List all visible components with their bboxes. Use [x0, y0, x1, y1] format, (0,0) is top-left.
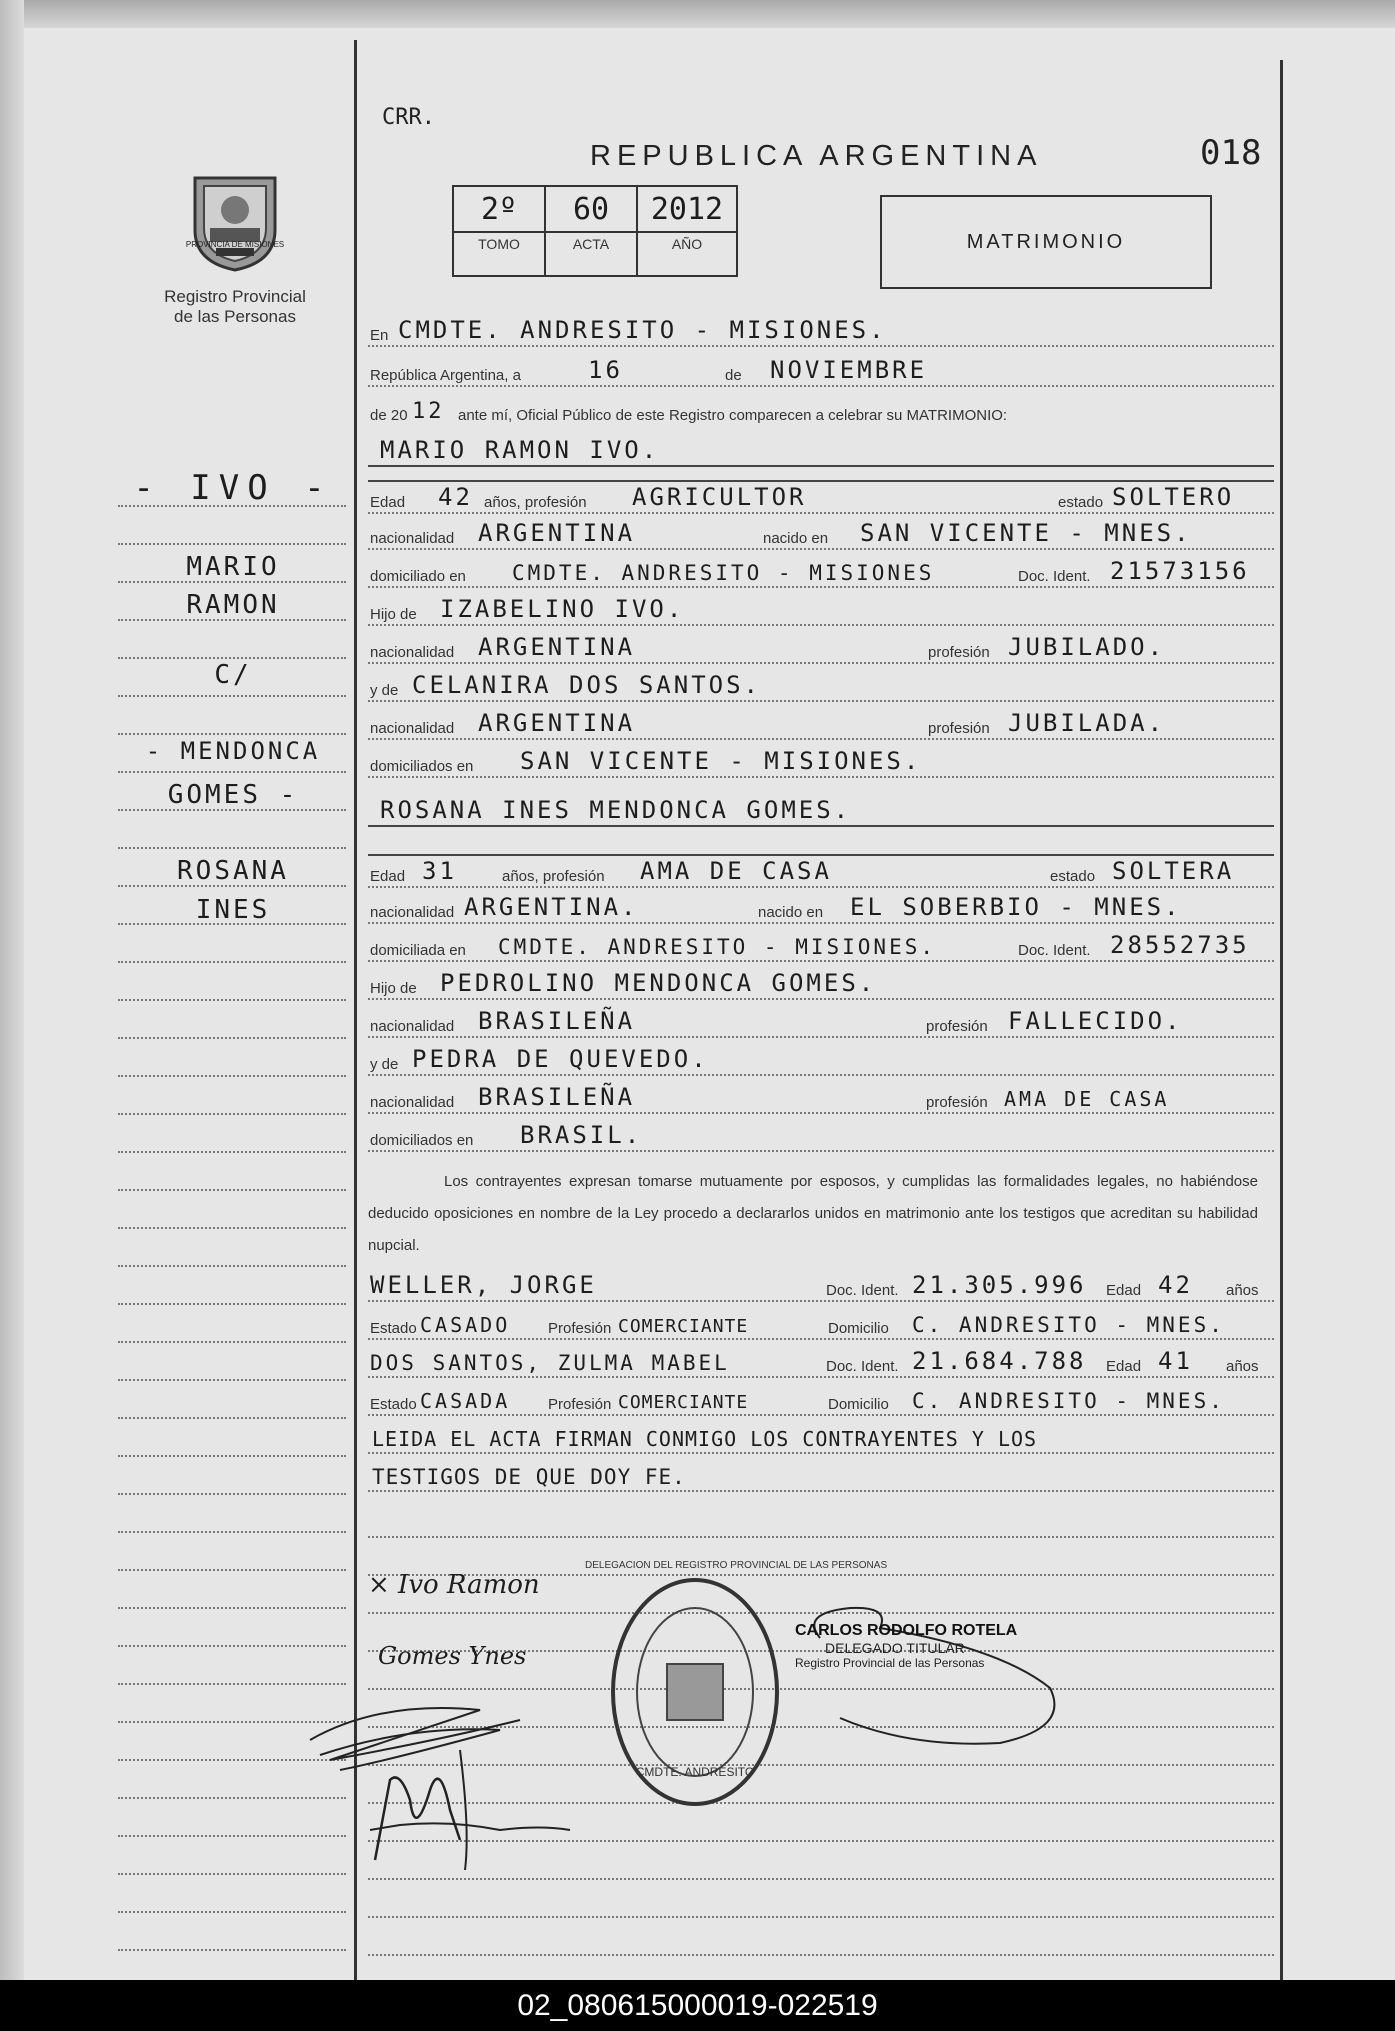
row-groom-domicile: [368, 556, 1274, 588]
row-ante: [368, 395, 1274, 425]
row-bride-domicile: [368, 930, 1274, 962]
label-en: En: [370, 327, 389, 344]
bride-father: PEDROLINO MENDONCA GOMES.: [440, 969, 877, 997]
closing-line2: TESTIGOS DE QUE DOY FE.: [372, 1465, 686, 1489]
bride-nationality: ARGENTINA.: [464, 893, 639, 921]
label-nacionalidad: nacionalidad: [370, 1094, 455, 1111]
declaration-text: Los contrayentes expresan tomarse mutuamente por esposos, y cumplidas las formalidades legales, no habiéndose deducido oposiciones en nombre de la Ley procedo a declararlos unidos en matrimonio ante los testigos que acreditan su habilidad nupcial.: [368, 1173, 1258, 1254]
bride-domicile: CMDTE. ANDRESITO - MISIONES.: [498, 935, 937, 959]
label-profesion: profesión: [926, 1094, 988, 1111]
label-estado: estado: [1050, 868, 1096, 885]
label-y-de: y de: [370, 682, 399, 699]
label-domiciliados-en: domiciliados en: [370, 758, 474, 775]
label-profesion: profesión: [928, 644, 990, 661]
sidebar-ruled-line: [118, 1227, 346, 1229]
witness2-status: CASADA: [420, 1389, 511, 1413]
label-hijo-de: Hijo de: [370, 980, 417, 997]
sidebar-given1-line2: RAMON: [186, 590, 280, 620]
registry-caption: [130, 287, 340, 327]
closing-line1: LEIDA EL ACTA FIRMAN CONMIGO LOS CONTRAYENTES Y LOS: [372, 1427, 1038, 1451]
acta-cell: [546, 187, 638, 275]
row-witness2-name: [368, 1346, 1274, 1378]
stamp-ring-text: DELEGACION DEL REGISTRO PROVINCIAL DE LAS PERSONAS: [585, 1560, 888, 1571]
bride-signature: Gomes Ynes: [378, 1642, 527, 1670]
label-nacionalidad: nacionalidad: [370, 720, 455, 737]
sidebar-ruled-line: [118, 1303, 346, 1305]
groom-mother: CELANIRA DOS SANTOS.: [412, 671, 761, 699]
witness1-profession: COMERCIANTE: [618, 1316, 749, 1337]
label-doc-ident: Doc. Ident.: [826, 1282, 899, 1299]
official-title: DELEGADO TITULAR: [825, 1640, 965, 1656]
witness2-doc: 21.684.788: [912, 1347, 1087, 1375]
value-day: 16: [588, 356, 623, 384]
label-de: de: [725, 367, 742, 384]
tomo-cell: [454, 187, 546, 275]
label-profesion: profesión: [926, 1018, 988, 1035]
official-office: Registro Provincial de las Personas: [795, 1656, 985, 1670]
sidebar-ruled-line: [118, 1075, 346, 1077]
label-anios-profesion: años, profesión: [484, 494, 587, 511]
groom-profession: AGRICULTOR: [632, 483, 807, 511]
book-spine: [0, 0, 24, 1980]
matrimonio-box: [880, 195, 1212, 289]
body-ruled-line: [368, 1536, 1274, 1538]
sidebar-ruled-line: [118, 1455, 346, 1457]
acta-label: ACTA: [546, 231, 636, 255]
tomo-value: 2º: [480, 192, 518, 227]
seal-caption-text: PROVINCIA DE MISIONES: [185, 240, 285, 249]
sidebar-ruled-line: [118, 1037, 346, 1039]
row-closing-line1: [368, 1422, 1274, 1454]
witness1-age: 42: [1158, 1271, 1193, 1299]
sidebar-ruled-line: [118, 961, 346, 963]
label-doc-ident: Doc. Ident.: [826, 1358, 899, 1375]
row-groom-father: [368, 594, 1274, 626]
bride-name: ROSANA INES MENDONCA GOMES.: [380, 796, 852, 824]
sidebar-ruled-line: [118, 733, 346, 735]
bride-mother-profession: AMA DE CASA: [1004, 1087, 1170, 1111]
row-bride-nationality: [368, 892, 1274, 924]
label-edad: Edad: [1106, 1282, 1142, 1299]
row-bride-name: [368, 795, 1274, 827]
bride-profession: AMA DE CASA: [640, 857, 832, 885]
label-anios: años: [1226, 1358, 1259, 1375]
label-estado: estado: [1058, 494, 1104, 511]
sidebar-ruled-line: [118, 999, 346, 1001]
groom-father-profession: JUBILADO.: [1008, 633, 1166, 661]
sidebar-ruled-line: [118, 1645, 346, 1647]
stamp-bottom-text: CMDTE. ANDRESITO: [635, 1765, 755, 1779]
sidebar-given1-line1: MARIO: [186, 552, 280, 582]
label-profesion: Profesión: [548, 1396, 612, 1413]
row-witness2-details: [368, 1384, 1274, 1416]
bride-mother: PEDRA DE QUEVEDO.: [412, 1045, 709, 1073]
sidebar-ruled-line: [118, 1379, 346, 1381]
label-hijo-de: Hijo de: [370, 606, 417, 623]
sidebar-ruled-line: [118, 1265, 346, 1267]
label-domiciliada-en: domiciliada en: [370, 942, 466, 959]
corner-mark: CRR.: [382, 105, 435, 130]
official-name: CARLOS RODOLFO ROTELA: [795, 1622, 1018, 1639]
row-bride-age: [368, 854, 1274, 888]
registry-caption-line2: de las Personas: [174, 307, 296, 326]
tomo-acta-anio-box: [452, 185, 738, 277]
label-doc-ident: Doc. Ident.: [1018, 942, 1091, 959]
sidebar-ruled-line: [118, 1341, 346, 1343]
sidebar-ruled-line: [118, 695, 346, 697]
groom-parents-domicile: SAN VICENTE - MISIONES.: [520, 747, 922, 775]
tomo-label: TOMO: [454, 231, 544, 255]
label-doc-ident: Doc. Ident.: [1018, 568, 1091, 585]
bride-father-nationality: BRASILEÑA: [478, 1007, 636, 1035]
groom-doc: 21573156: [1110, 557, 1250, 585]
label-anios: años: [1226, 1282, 1259, 1299]
anio-value: 2012: [650, 192, 724, 227]
label-domiciliado-en: domiciliado en: [370, 568, 466, 585]
sidebar-ruled-line: [118, 771, 346, 773]
sidebar-ruled-line: [118, 1569, 346, 1571]
body-ruled-line: [368, 1954, 1274, 1956]
scan-footer-code: 02_080615000019-022519: [0, 1980, 1395, 2031]
witness1-domicile: C. ANDRESITO - MNES.: [912, 1313, 1225, 1337]
sidebar-ruled-line: [118, 847, 346, 849]
label-domiciliados-en: domiciliados en: [370, 1132, 474, 1149]
label-domicilio: Domicilio: [828, 1320, 889, 1337]
sidebar-conj: C/: [214, 660, 252, 690]
value-place: CMDTE. ANDRESITO - MISIONES.: [398, 316, 887, 344]
row-date: [368, 355, 1274, 387]
label-anios-profesion: años, profesión: [502, 868, 605, 885]
sidebar-surname2-line2: GOMES -: [167, 780, 299, 810]
row-bride-mother: [368, 1044, 1274, 1076]
body-ruled-line: [368, 1916, 1274, 1918]
groom-mother-nationality: ARGENTINA: [478, 709, 636, 737]
row-groom-nationality: [368, 518, 1274, 550]
row-closing-line2: [368, 1460, 1274, 1492]
row-groom-mother: [368, 670, 1274, 702]
witness2-profession: COMERCIANTE: [618, 1392, 749, 1413]
misiones-seal-icon: [190, 170, 280, 272]
bride-birthplace: EL SOBERBIO - MNES.: [850, 893, 1182, 921]
witness1-doc: 21.305.996: [912, 1271, 1087, 1299]
label-domicilio: Domicilio: [828, 1396, 889, 1413]
groom-status: SOLTERO: [1112, 483, 1235, 511]
label-ante: ante mí, Oficial Público de este Registro comparecen a celebrar su MATRIMONIO:: [458, 407, 1008, 424]
row-groom-mother-details: [368, 708, 1274, 740]
document-number: 018: [1200, 133, 1262, 173]
label-nacido-en: nacido en: [758, 904, 824, 921]
label-profesion: profesión: [928, 720, 990, 737]
sidebar-ruled-line: [118, 1189, 346, 1191]
label-estado: Estado: [370, 1320, 417, 1337]
groom-name: MARIO RAMON IVO.: [380, 436, 660, 464]
sidebar-ruled-line: [118, 1949, 346, 1951]
sidebar-given2-line1: ROSANA: [177, 856, 289, 886]
sidebar-surname1: - IVO -: [133, 468, 333, 508]
groom-nationality: ARGENTINA: [478, 519, 636, 547]
sidebar-ruled-line: [118, 543, 346, 545]
label-republica: República Argentina, a: [370, 367, 521, 384]
row-witness1-name: [368, 1270, 1274, 1302]
sidebar-ruled-line: [118, 1417, 346, 1419]
groom-father: IZABELINO IVO.: [440, 595, 685, 623]
witness-signatures-scribble: [300, 1680, 590, 1880]
row-bride-father: [368, 968, 1274, 1000]
row-bride-parents-domicile: [368, 1120, 1274, 1152]
sidebar-ruled-line: [118, 1113, 346, 1115]
anio-cell: [638, 187, 736, 275]
bride-mother-nationality: BRASILEÑA: [478, 1083, 636, 1111]
sidebar-ruled-line: [118, 1911, 346, 1913]
value-year-suffix: 12: [412, 399, 445, 424]
sidebar-given2-line2: INES: [195, 895, 271, 925]
label-edad: Edad: [370, 868, 406, 885]
acta-value: 60: [572, 192, 610, 227]
witness1-name: WELLER, JORGE: [370, 1271, 597, 1299]
row-bride-mother-details: [368, 1082, 1274, 1114]
sidebar-ruled-line: [118, 657, 346, 659]
label-nacido-en: nacido en: [763, 530, 829, 547]
row-groom-name: [368, 435, 1274, 467]
groom-domicile: CMDTE. ANDRESITO - MISIONES: [512, 561, 935, 585]
label-year-prefix: de 20: [370, 407, 408, 424]
label-estado: Estado: [370, 1396, 417, 1413]
row-groom-age: [368, 480, 1274, 514]
official-stamp-text: [795, 1622, 1055, 1670]
witness2-name: DOS SANTOS, ZULMA MABEL: [370, 1351, 730, 1375]
registry-caption-line1: Registro Provincial: [164, 287, 306, 306]
groom-father-nationality: ARGENTINA: [478, 633, 636, 661]
bride-father-profession: FALLECIDO.: [1008, 1007, 1183, 1035]
row-groom-father-details: [368, 632, 1274, 664]
row-bride-father-details: [368, 1006, 1274, 1038]
matrimonio-title: MATRIMONIO: [966, 231, 1126, 253]
row-groom-parents-domicile: [368, 746, 1274, 778]
bride-age: 31: [422, 857, 457, 885]
row-place: [368, 315, 1274, 347]
row-witness1-details: [368, 1308, 1274, 1340]
bride-parents-domicile: BRASIL.: [520, 1121, 643, 1149]
label-edad: Edad: [370, 494, 406, 511]
label-nacionalidad: nacionalidad: [370, 904, 455, 921]
page-top-edge: [0, 0, 1395, 28]
sidebar-ruled-line: [118, 1607, 346, 1609]
witness1-status: CASADO: [420, 1313, 511, 1337]
sidebar-surname2-line1: - MENDONCA: [145, 737, 321, 765]
sidebar-ruled-line: [118, 1531, 346, 1533]
groom-mother-profession: JUBILADA.: [1008, 709, 1166, 737]
bride-status: SOLTERA: [1112, 857, 1235, 885]
label-nacionalidad: nacionalidad: [370, 644, 455, 661]
label-nacionalidad: nacionalidad: [370, 1018, 455, 1035]
label-edad: Edad: [1106, 1358, 1142, 1375]
label-y-de: y de: [370, 1056, 399, 1073]
witness2-age: 41: [1158, 1347, 1193, 1375]
sidebar-ruled-line: [118, 1151, 346, 1153]
bride-doc: 28552735: [1110, 931, 1250, 959]
value-month: NOVIEMBRE: [770, 356, 928, 384]
anio-label: AÑO: [638, 231, 736, 255]
groom-age: 42: [438, 483, 473, 511]
label-nacionalidad: nacionalidad: [370, 530, 455, 547]
groom-birthplace: SAN VICENTE - MNES.: [860, 519, 1192, 547]
witness2-domicile: C. ANDRESITO - MNES.: [912, 1389, 1225, 1413]
right-margin-rule: [1280, 60, 1283, 1980]
label-profesion: Profesión: [548, 1320, 612, 1337]
sidebar-ruled-line: [118, 1493, 346, 1495]
country-heading: REPUBLICA ARGENTINA: [590, 140, 1043, 172]
groom-signature: × Ivo Ramon: [368, 1570, 540, 1600]
